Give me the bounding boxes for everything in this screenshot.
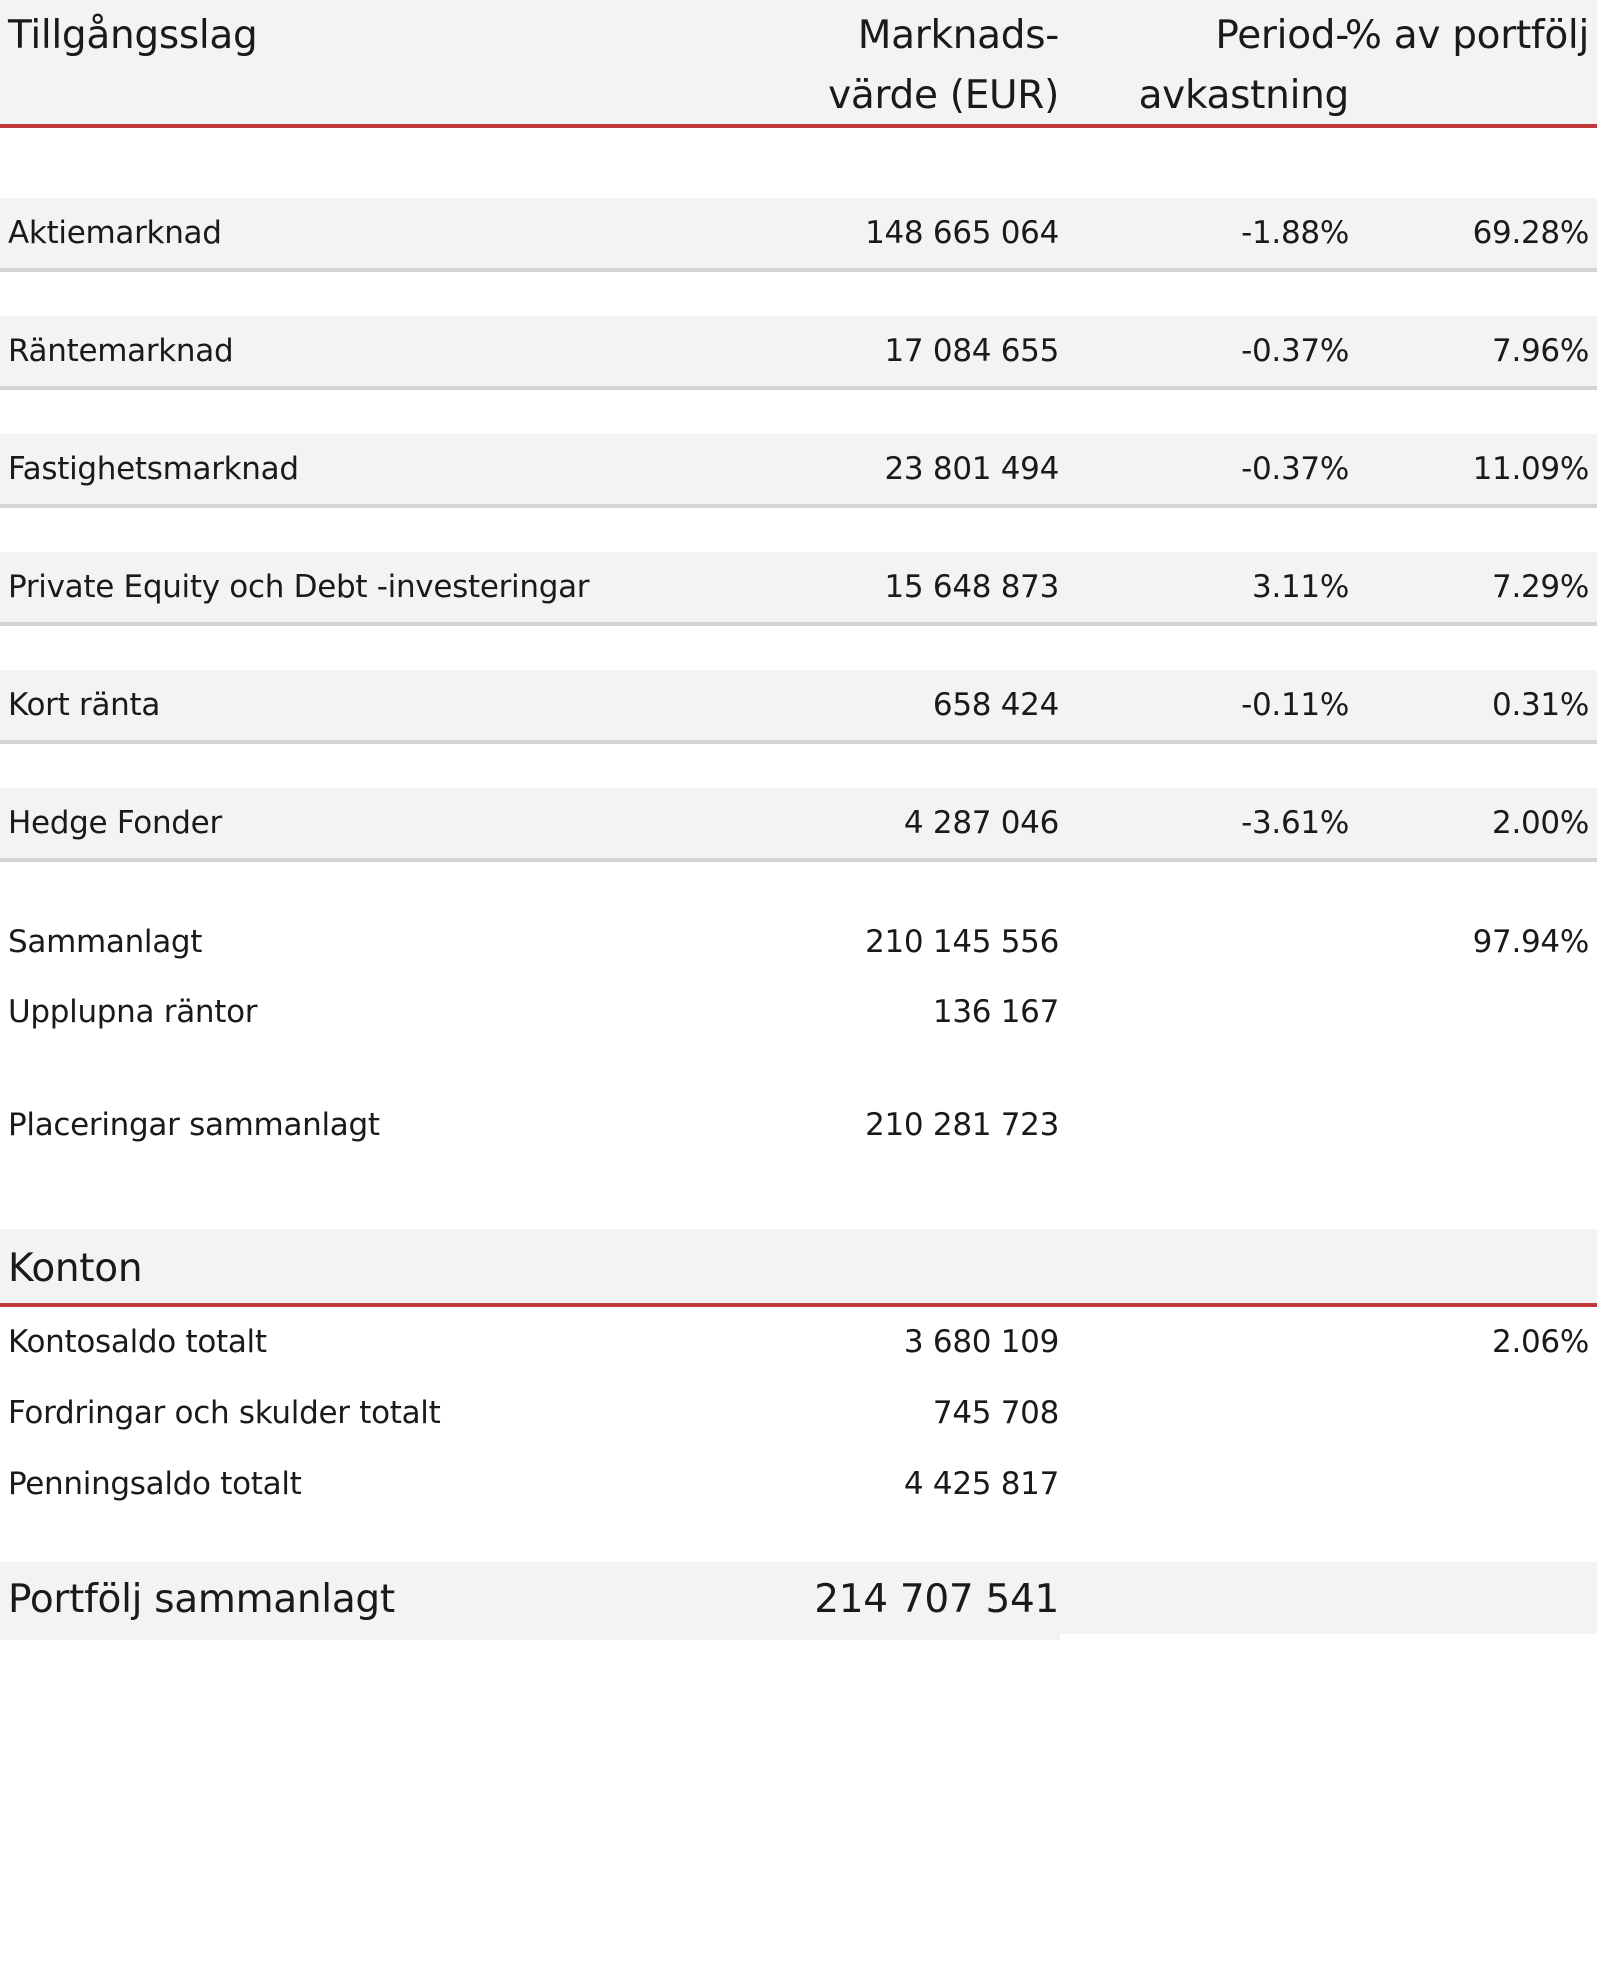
summary-total-share: 97.94% [1472,924,1589,960]
placements-total-row [0,1093,1597,1157]
cash-balance-row [0,1452,1597,1516]
row-label: Räntemarknad [8,333,234,369]
header-market-value-line1: Marknads- [857,13,1059,58]
cash-balance-value: 4 425 817 [903,1466,1059,1502]
row-portfolio-share: 7.29% [1492,569,1589,605]
row-portfolio-share: 11.09% [1472,451,1589,487]
row-market-value: 23 801 494 [884,451,1059,487]
account-balance-share: 2.06% [1492,1324,1589,1360]
header-market-value [828,6,1059,126]
row-period-return: -0.11% [1241,687,1349,723]
row-label: Aktiemarknad [8,215,222,251]
summary-total-row [0,910,1597,974]
accounts-section-header [0,1229,1597,1307]
table-row-equity [0,198,1597,272]
row-portfolio-share: 2.00% [1492,805,1589,841]
row-period-return: -0.37% [1241,333,1349,369]
row-market-value: 148 665 064 [865,215,1059,251]
row-market-value: 15 648 873 [884,569,1059,605]
header-period-return [1139,6,1349,126]
receivables-value: 745 708 [932,1395,1059,1431]
table-row-fixed-income [0,316,1597,390]
row-label: Private Equity och Debt -investeringar [8,569,590,605]
table-row-short-rate [0,670,1597,744]
portfolio-total-background-right [1060,1562,1597,1634]
row-portfolio-share: 7.96% [1492,333,1589,369]
placements-total-label: Placeringar sammanlagt [8,1107,380,1143]
receivables-row [0,1381,1597,1445]
placements-total-value: 210 281 723 [865,1107,1059,1143]
row-label: Hedge Fonder [8,805,222,841]
summary-total-value: 210 145 556 [865,924,1059,960]
account-balance-row [0,1310,1597,1374]
table-row-real-estate [0,434,1597,508]
header-asset-class: Tillgångsslag [8,13,258,58]
row-market-value: 658 424 [932,687,1059,723]
row-label: Fastighetsmarknad [8,451,299,487]
row-portfolio-share: 0.31% [1492,687,1589,723]
portfolio-total-row [0,1562,1597,1640]
table-row-hedge-funds [0,788,1597,862]
row-period-return: -0.37% [1241,451,1349,487]
header-portfolio-share: % av portfölj [1344,13,1589,58]
header-period-return-line1: Period- [1215,13,1349,58]
header-market-value-line2: värde (EUR) [828,73,1059,118]
portfolio-total-label: Portfölj sammanlagt [8,1577,395,1622]
summary-total-label: Sammanlagt [8,924,203,960]
portfolio-total-value: 214 707 541 [814,1577,1059,1622]
row-market-value: 17 084 655 [884,333,1059,369]
accounts-title: Konton [8,1246,143,1291]
table-row-private-equity [0,552,1597,626]
row-portfolio-share: 69.28% [1472,215,1589,251]
account-balance-label: Kontosaldo totalt [8,1324,267,1360]
accrued-interest-label: Upplupna räntor [8,994,258,1030]
accrued-interest-value: 136 167 [932,994,1059,1030]
account-balance-value: 3 680 109 [903,1324,1059,1360]
row-period-return: -1.88% [1241,215,1349,251]
row-period-return: -3.61% [1241,805,1349,841]
accrued-interest-row [0,980,1597,1044]
receivables-label: Fordringar och skulder totalt [8,1395,441,1431]
cash-balance-label: Penningsaldo totalt [8,1466,302,1502]
row-market-value: 4 287 046 [903,805,1059,841]
table-header [0,0,1597,128]
header-period-return-line2: avkastning [1138,73,1349,118]
row-label: Kort ränta [8,687,161,723]
row-period-return: 3.11% [1252,569,1349,605]
